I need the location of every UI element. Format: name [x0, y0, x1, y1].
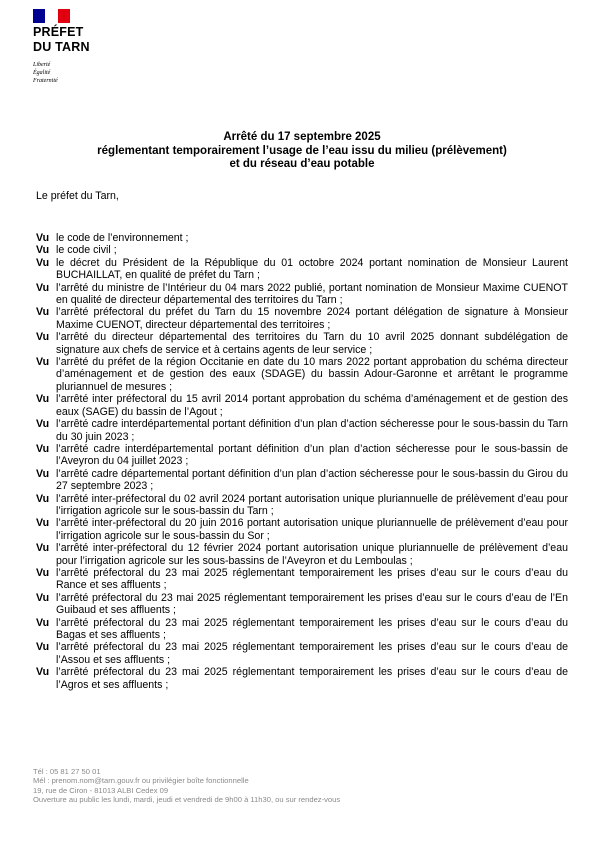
visa-item — [36, 257, 568, 282]
visa-text: l’arrêté du ministre de l’Intérieur du 04 mars 2022 publié, portant nomination de Monsieur Maxime CUENOT en qualité de directeur départemental des territoires du Tarn ; — [56, 281, 568, 307]
document-title — [0, 131, 604, 172]
visa-vu-label: Vu — [36, 281, 50, 294]
visa-item — [36, 232, 568, 244]
visa-text: l’arrêté préfectoral du 23 mai 2025 réglementant temporairement les prises d’eau sur le cours d’eau de l’Assou et ses affluents ; — [56, 641, 568, 666]
visa-item — [36, 282, 568, 307]
visa-text: l’arrêté cadre interdépartemental portant définition d’un plan d’action sécheresse pour le sous-bassin de l’Aveyron du 04 juillet 2023 ; — [56, 442, 568, 468]
visa-vu-label: Vu — [36, 616, 50, 629]
devise — [33, 61, 123, 85]
footer-address: 19, rue de Ciron - 81013 ALBI Cedex 09 — [33, 785, 169, 795]
footer-phone: Tél : 05 81 27 50 01 — [33, 767, 101, 776]
visa-text: l’arrêté cadre départemental portant définition d’un plan d’action sécheresse pour le sous-bassin du Girou du 27 septembre 2023 ; — [56, 467, 568, 493]
devise-liberte: Liberté — [33, 62, 51, 68]
visa-vu-label: Vu — [36, 244, 50, 257]
prefet-logo — [33, 9, 123, 85]
visa-item — [36, 592, 568, 617]
title-line-3: et du réseau d’eau potable — [229, 158, 375, 170]
visa-vu-label: Vu — [36, 467, 50, 480]
visa-vu-label: Vu — [36, 418, 50, 431]
visa-item — [36, 468, 568, 493]
visa-text: l’arrêté préfectoral du préfet du Tarn du 15 novembre 2024 portant délégation de signature à Monsieur Maxime CUENOT, directeur départemental des territoires ; — [56, 306, 568, 331]
visa-text: le code de l’environnement ; — [56, 232, 189, 244]
visa-text: le décret du Président de la République du 01 octobre 2024 portant nomination de Monsieur Laurent BUCHAILLAT, en qualité de préfet du Tarn ; — [56, 256, 568, 282]
visa-vu-label: Vu — [36, 591, 50, 604]
visa-text: l’arrêté cadre interdépartemental portant définition d’un plan d’action sécheresse pour le sous-bassin du Tarn du 30 juin 2023 ; — [56, 418, 568, 443]
visa-text: l’arrêté du directeur départemental des territoires du Tarn du 10 avril 2025 donnant subdélégation de signature aux chefs de service et à certains agents de leur service ; — [56, 331, 568, 356]
visa-vu-label: Vu — [36, 566, 50, 579]
visa-text: l’arrêté inter-préfectoral du 12 février 2024 portant autorisation unique pluriannuelle de prélèvement d’eau pour l’irrigation agricole sur les sous-bassins de l’Aveyron et du Lemboulas ; — [56, 542, 568, 567]
visa-vu-label: Vu — [36, 442, 50, 455]
visa-vu-label: Vu — [36, 393, 50, 406]
visa-item — [36, 641, 568, 666]
visa-text: l’arrêté préfectoral du 23 mai 2025 réglementant temporairement les prises d’eau sur le cours d’eau de l’Agros et ses affluents ; — [56, 666, 568, 691]
visa-vu-label: Vu — [36, 232, 50, 244]
visa-text: l’arrêté inter-préfectoral du 20 juin 2016 portant autorisation unique pluriannuelle de prélèvement d’eau pour l’irrigation agricole sur le sous-bassin du Sor ; — [56, 517, 568, 542]
french-flag-icon — [33, 9, 70, 23]
footer-hours: Ouverture au public les lundi, mardi, jeudi et vendredi de 9h00 à 11h30, ou sur rendez-vous — [33, 795, 341, 805]
visa-text: le code civil ; — [56, 244, 117, 257]
visa-vu-label: Vu — [36, 666, 50, 679]
visa-item — [36, 244, 568, 256]
visa-vu-label: Vu — [36, 641, 50, 654]
visa-list — [36, 232, 568, 691]
visa-item — [36, 356, 568, 393]
visa-item — [36, 542, 568, 567]
visa-item — [36, 418, 568, 443]
visa-text: l’arrêté préfectoral du 23 mai 2025 réglementant temporairement les prises d’eau sur le cours d’eau de l’En Guibaud et ses affluents ; — [56, 591, 568, 617]
prefet-line-1: PRÉFET — [33, 25, 84, 39]
visa-item — [36, 493, 568, 518]
visa-vu-label: Vu — [36, 306, 50, 319]
visa-text: l’arrêté inter préfectoral du 15 avril 2014 portant approbation du schéma d’aménagement et de gestion des eaux (SAGE) du bassin de l’Agout ; — [56, 393, 568, 418]
footer-contact — [33, 767, 553, 805]
title-line-2: réglementant temporairement l’usage de l’eau issu du milieu (prélèvement) — [97, 144, 507, 157]
visa-item — [36, 517, 568, 542]
visa-item — [36, 306, 568, 331]
visa-item — [36, 443, 568, 468]
visa-item — [36, 666, 568, 691]
visa-vu-label: Vu — [36, 331, 50, 344]
visa-vu-label: Vu — [36, 517, 50, 530]
visa-text: l’arrêté préfectoral du 23 mai 2025 réglementant temporairement les prises d’eau sur le cours d’eau du Bagas et ses affluents ; — [56, 616, 568, 641]
devise-egalite: Égalité — [33, 70, 51, 76]
visa-item — [36, 567, 568, 592]
visa-vu-label: Vu — [36, 356, 50, 369]
prefet-name — [33, 25, 123, 55]
visa-item — [36, 393, 568, 418]
visa-text: l’arrêté du préfet de la région Occitanie en date du 10 mars 2022 portant approbation du schéma directeur d’aménagement et de gestion des eaux (SDAGE) du bassin Adour-Garonne et arrêtant le programme pluriannuel de mesures ; — [56, 356, 568, 393]
visa-text: l’arrêté préfectoral du 23 mai 2025 réglementant temporairement les prises d’eau sur le cours d’eau du Rance et ses affluents ; — [56, 566, 568, 592]
visa-item — [36, 617, 568, 642]
visa-text: l’arrêté inter-préfectoral du 02 avril 2024 portant autorisation unique pluriannuelle de prélèvement d’eau pour l’irrigation agricole sur le sous-bassin du Tarn ; — [56, 492, 568, 517]
intro-text: Le préfet du Tarn, — [36, 190, 119, 202]
visa-vu-label: Vu — [36, 542, 50, 555]
prefet-line-2: DU TARN — [33, 40, 90, 54]
visa-vu-label: Vu — [36, 492, 50, 505]
visa-vu-label: Vu — [36, 256, 50, 269]
footer-email: Mél : prenom.nom@tarn.gouv.fr ou privilégier boîte fonctionnelle — [33, 776, 249, 786]
devise-fraternite: Fraternité — [33, 78, 58, 84]
visa-item — [36, 331, 568, 356]
title-line-1: Arrêté du 17 septembre 2025 — [223, 131, 381, 143]
